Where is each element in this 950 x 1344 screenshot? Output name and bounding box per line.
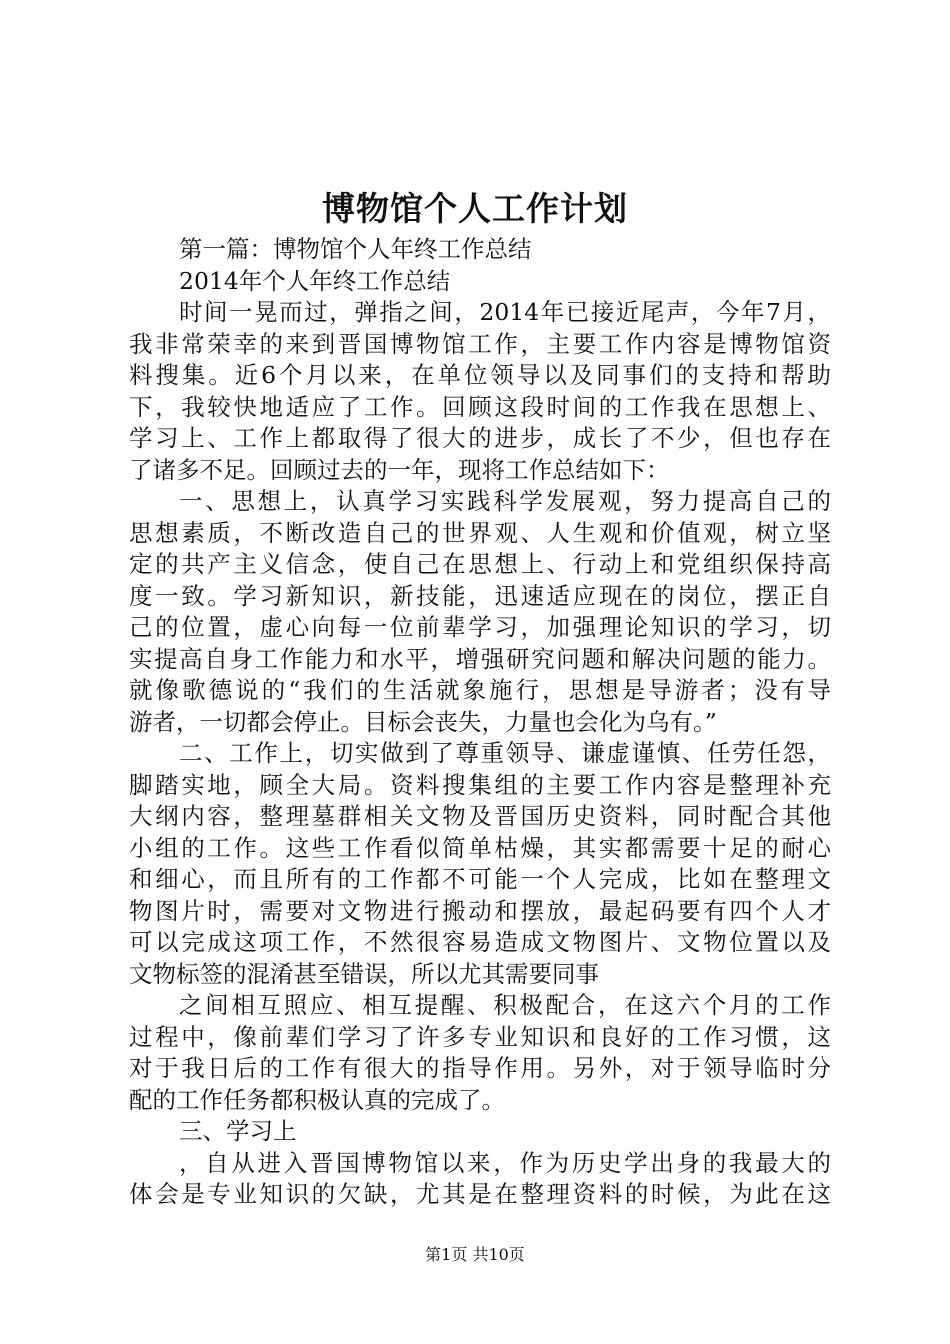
paragraph-line: 己的位置，虚心向每一位前辈学习，加强理论知识的学习，切	[129, 613, 831, 641]
paragraph-line: 时间一晃而过，弹指之间，2014年已接近尾声，今年7月，	[179, 298, 831, 326]
paragraph-line: 过程中，像前辈们学习了许多专业知识和良好的工作习惯，这	[129, 1022, 831, 1051]
section-heading: 三、学习上	[179, 1117, 297, 1145]
paragraph-line: 学习上、工作上都取得了很大的进步，成长了不少，但也存在	[129, 424, 831, 452]
paragraph-line: ，自从进入晋国博物馆以来，作为历史学出身的我最大的	[179, 1148, 831, 1177]
paragraph-line: 二、工作上，切实做到了尊重领导、谦虚谨慎、任劳任怨，	[179, 739, 831, 767]
paragraph-line: 定的共产主义信念，使自己在思想上、行动上和党组织保持高	[129, 550, 831, 578]
paragraph-line: 小组的工作。这些工作看似简单枯燥，其实都需要十足的耐心	[129, 833, 831, 862]
subheading: 2014年个人年终工作总结	[179, 266, 451, 295]
paragraph-line: 下，我较快地适应了工作。回顾这段时间的工作我在思想上、	[129, 392, 831, 421]
paragraph-line: 就像歌德说的“我们的生活就象施行，思想是导游者；没有导	[129, 676, 831, 704]
paragraph-line: 体会是专业知识的欠缺，尤其是在整理资料的时候，为此在这	[129, 1180, 831, 1208]
paragraph-line: 实提高自身工作能力和水平，增强研究问题和解决问题的能力。	[129, 644, 831, 673]
paragraph-line: 游者，一切都会停止。目标会丧失，力量也会化为乌有。”	[129, 707, 717, 736]
paragraph-line: 料搜集。近6个月以来，在单位领导以及同事们的支持和帮助	[129, 361, 831, 389]
paragraph-line: 可以完成这项工作，不然很容易造成文物图片、文物位置以及	[129, 928, 831, 956]
paragraph-line: 配的工作任务都积极认真的完成了。	[129, 1085, 505, 1114]
paragraph-line: 之间相互照应、相互提醒、积极配合，在这六个月的工作	[179, 991, 831, 1019]
section-heading: 第一篇：博物馆个人年终工作总结	[179, 235, 532, 263]
paragraph-line: 文物标签的混淆甚至错误，所以尤其需要同事	[129, 959, 599, 988]
paragraph-line: 脚踏实地，顾全大局。资料搜集组的主要工作内容是整理补充	[129, 770, 831, 799]
paragraph-line: 物图片时，需要对文物进行搬动和摆放，最起码要有四个人才	[129, 896, 831, 925]
paragraph-line: 一、思想上，认真学习实践科学发展观，努力提高自己的	[179, 487, 831, 515]
document-title: 博物馆个人工作计划	[322, 189, 628, 228]
paragraph-line: 思想素质，不断改造自己的世界观、人生观和价值观，树立坚	[129, 518, 831, 547]
document-body	[129, 234, 831, 1211]
paragraph-line: 了诸多不足。回顾过去的一年，现将工作总结如下：	[129, 455, 670, 484]
paragraph-line: 对于我日后的工作有很大的指导作用。另外，对于领导临时分	[129, 1054, 831, 1082]
paragraph-line: 和细心，而且所有的工作都不可能一个人完成，比如在整理文	[129, 865, 831, 893]
paragraph-line: 大纲内容，整理墓群相关文物及晋国历史资料，同时配合其他	[129, 802, 831, 830]
page-footer: 第1页 共10页	[425, 1245, 525, 1264]
paragraph-line: 度一致。学习新知识，新技能，迅速适应现在的岗位，摆正自	[129, 581, 831, 610]
paragraph-line: 我非常荣幸的来到晋国博物馆工作，主要工作内容是博物馆资	[129, 329, 831, 358]
